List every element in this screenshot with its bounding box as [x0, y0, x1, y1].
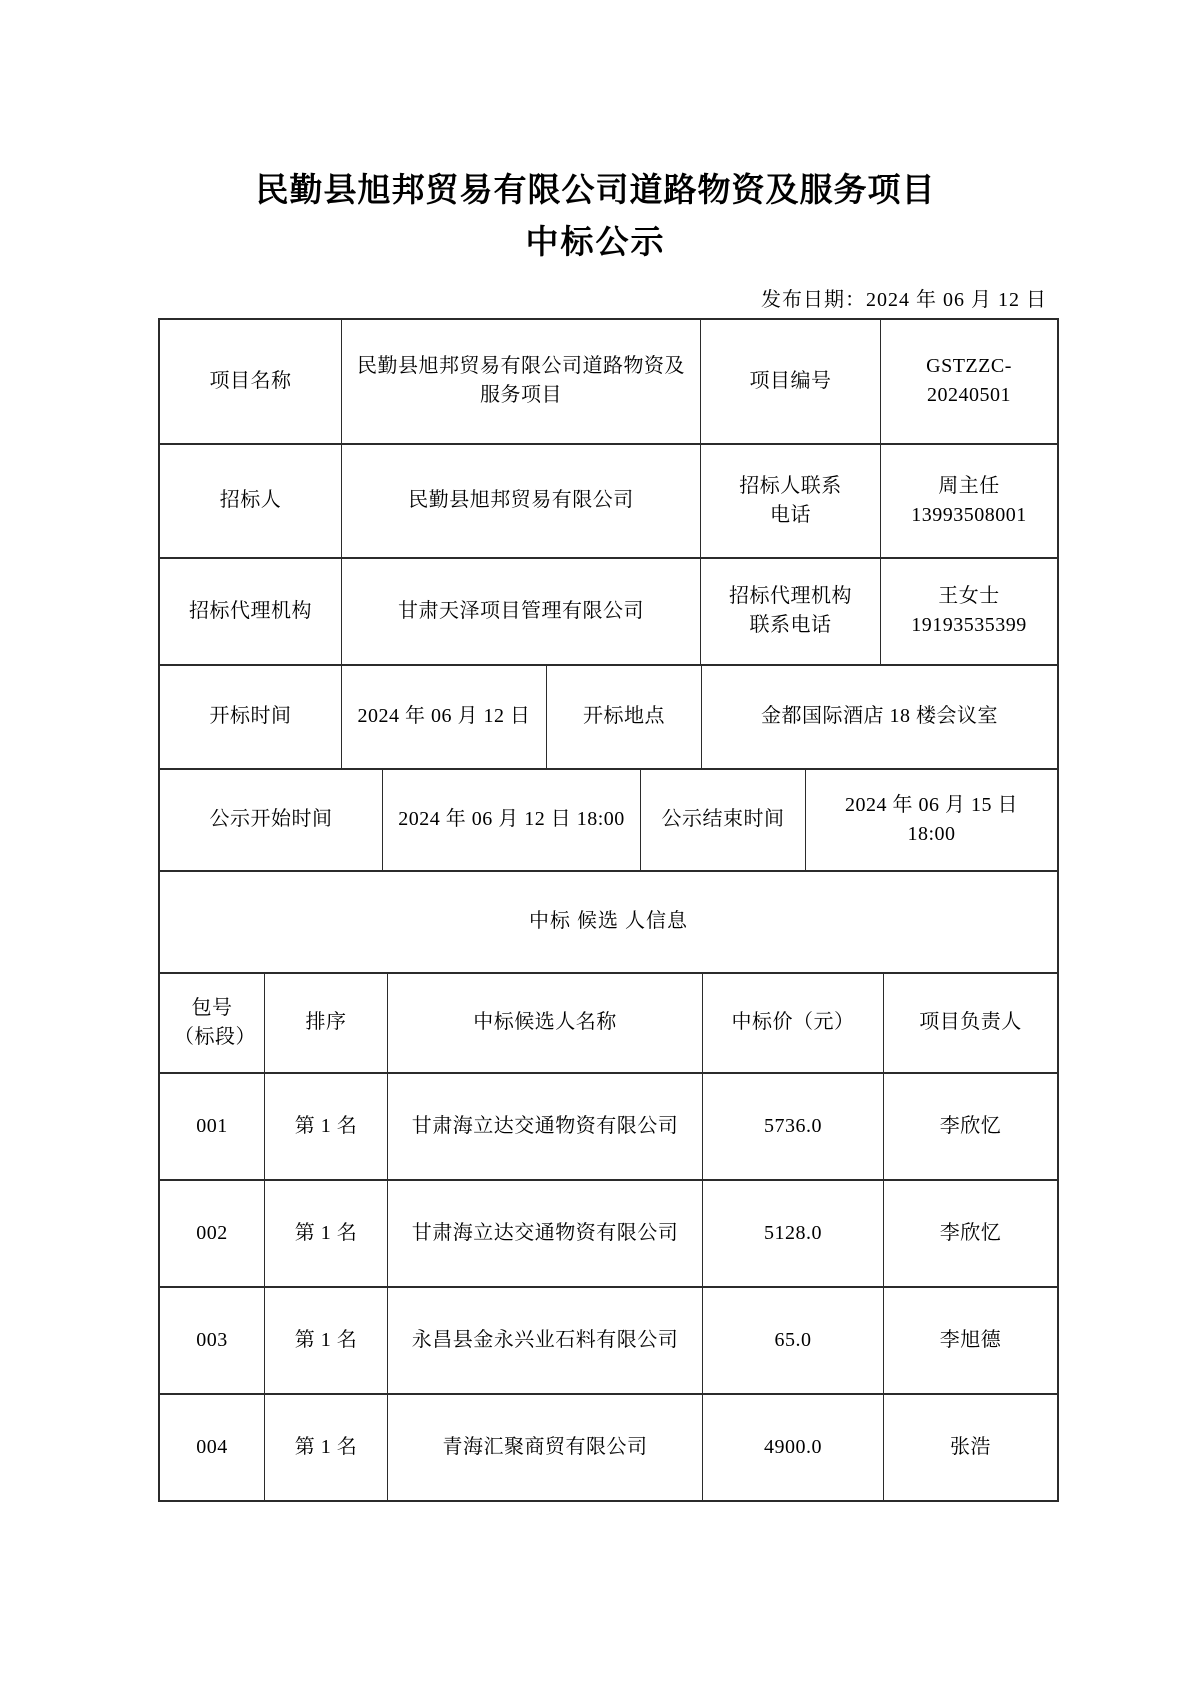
tenderer-label: 招标人: [219, 489, 282, 512]
agency-contact-name: 王女士: [938, 585, 1000, 608]
header-candidate-name: 中标候选人名称: [387, 974, 702, 1072]
candidate-name: 甘肃海立达交通物资有限公司: [387, 1181, 702, 1286]
bid-open-place-label: 开标地点: [546, 666, 701, 768]
table-row-agency: [160, 557, 1057, 664]
candidate-package-no: 001: [196, 1114, 228, 1137]
publicity-start-label: 公示开始时间: [209, 808, 333, 831]
candidates-section-title: 中标 候选 人信息: [529, 910, 688, 933]
bid-open-time-value: 2024 年 06 月 12 日: [341, 666, 546, 768]
candidate-package-no: 003: [196, 1328, 228, 1351]
header-project-manager: 项目负责人: [883, 974, 1057, 1072]
candidate-row: [160, 1072, 1057, 1179]
candidate-package-no: 004: [196, 1435, 228, 1458]
candidate-name: 青海汇聚商贸有限公司: [387, 1395, 702, 1500]
tenderer-phone-label: [700, 445, 880, 557]
tenderer-contact: [880, 445, 1057, 557]
tenderer-contact-name: 周主任: [938, 474, 1000, 497]
bid-open-place-value: 金都国际酒店 18 楼会议室: [701, 666, 1057, 768]
agency-phone-label-line2: 联系电话: [749, 614, 832, 637]
tenderer-phone-label-line2: 电话: [770, 503, 811, 526]
agency-value: 甘肃天泽项目管理有限公司: [341, 559, 700, 664]
candidate-rank: 第 1 名: [264, 1395, 387, 1500]
project-no-value: GSTZZC-20240501: [880, 320, 1057, 443]
candidates-header-row: [160, 972, 1057, 1072]
publish-date: 发布日期：2024 年 06 月 12 日: [761, 288, 1047, 311]
candidate-rank: 第 1 名: [264, 1288, 387, 1393]
tenderer-contact-phone: 13993508001: [911, 503, 1027, 526]
candidate-project-manager: 李欣忆: [883, 1181, 1057, 1286]
candidate-project-manager: 李旭德: [883, 1288, 1057, 1393]
candidate-name: 永昌县金永兴业石料有限公司: [387, 1288, 702, 1393]
candidate-project-manager: 李欣忆: [883, 1074, 1057, 1179]
tenderer-phone-label-line1: 招标人联系: [739, 474, 842, 497]
candidate-row: [160, 1393, 1057, 1500]
candidate-bid-price: 65.0: [702, 1288, 883, 1393]
agency-contact: [880, 559, 1057, 664]
candidate-rank: 第 1 名: [264, 1074, 387, 1179]
header-bid-price: 中标价（元）: [702, 974, 883, 1072]
agency-label: 招标代理机构: [189, 599, 312, 622]
candidate-bid-price: 5736.0: [702, 1074, 883, 1179]
table-row-publicity: [160, 768, 1057, 870]
project-name-label: 项目名称: [209, 369, 292, 392]
candidate-rank: 第 1 名: [264, 1181, 387, 1286]
candidate-project-manager: 张浩: [883, 1395, 1057, 1500]
table-row-tenderer: [160, 443, 1057, 557]
candidate-row: [160, 1286, 1057, 1393]
candidate-row: [160, 1179, 1057, 1286]
table-row-bid-opening: [160, 664, 1057, 768]
tenderer-value: 民勤县旭邦贸易有限公司: [341, 445, 700, 557]
header-package-no-line1: 包号: [191, 996, 233, 1019]
bid-open-time-label: 开标时间: [209, 705, 292, 728]
candidate-package-no: 002: [196, 1221, 228, 1244]
project-no-label: 项目编号: [700, 320, 880, 443]
publicity-start-value: 2024 年 06 月 12 日 18:00: [382, 770, 640, 870]
document-title-line2: 中标公示: [525, 222, 666, 262]
candidate-bid-price: 5128.0: [702, 1181, 883, 1286]
publicity-end-label: 公示结束时间: [640, 770, 805, 870]
candidate-name: 甘肃海立达交通物资有限公司: [387, 1074, 702, 1179]
announcement-table: [158, 318, 1059, 1502]
publicity-end-value: 2024 年 06 月 15 日 18:00: [805, 770, 1057, 870]
header-rank: 排序: [264, 974, 387, 1072]
document-title-line1: 民勤县旭邦贸易有限公司道路物资及服务项目: [255, 170, 936, 209]
candidate-bid-price: 4900.0: [702, 1395, 883, 1500]
table-row-project: [160, 320, 1057, 443]
agency-contact-phone: 19193535399: [911, 614, 1027, 637]
header-package-no-line2: （标段）: [174, 1025, 256, 1048]
table-row-section-title: [160, 870, 1057, 972]
agency-phone-label: [700, 559, 880, 664]
agency-phone-label-line1: 招标代理机构: [729, 585, 852, 608]
header-package-no: [160, 974, 264, 1072]
project-name-value: 民勤县旭邦贸易有限公司道路物资及服务项目: [341, 320, 700, 443]
